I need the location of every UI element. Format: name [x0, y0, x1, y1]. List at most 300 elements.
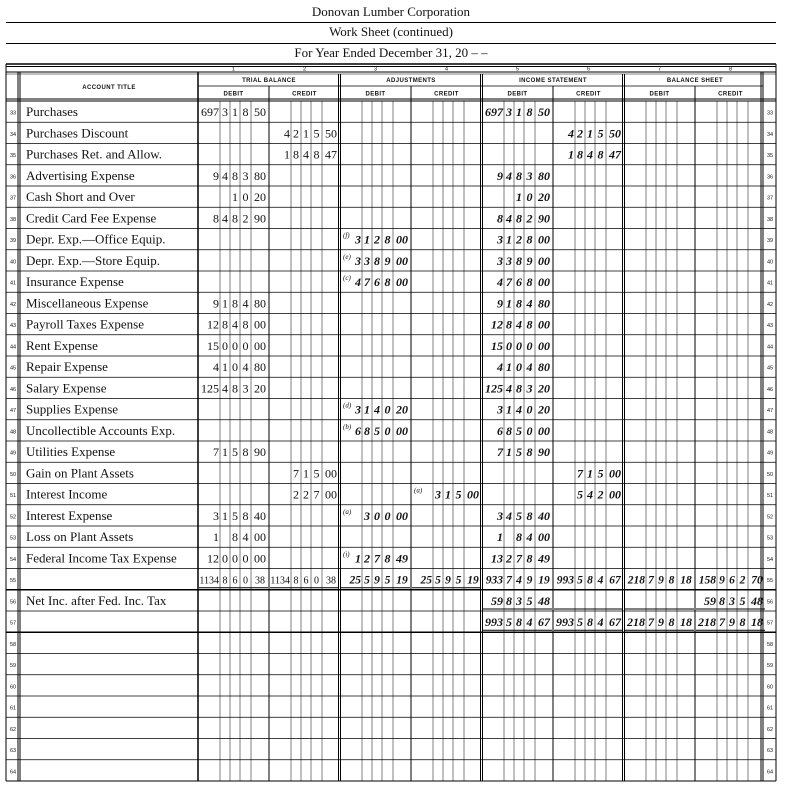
account-title: Gain on Plant Assets [26, 465, 134, 481]
amount-digit: 9 [526, 253, 533, 268]
amount-digit: 0 [243, 575, 248, 587]
amount-digit: 8 [232, 296, 238, 311]
amount-digit: 4 [516, 574, 522, 587]
amount-digit: 3 [526, 381, 533, 396]
amount-digit: 8 [516, 381, 522, 396]
amount-digit: 0 [384, 402, 391, 417]
amount-digit: 2 [597, 487, 604, 502]
line-number: 35 [9, 153, 17, 159]
amount-digit: 8 [222, 317, 228, 332]
account-title-header: ACCOUNT TITLE [82, 85, 136, 91]
amount-cents: 50 [609, 126, 621, 141]
amount-cents: 18 [680, 574, 692, 587]
amount-thousands: 3 [355, 253, 361, 268]
amount-digit: 3 [435, 487, 441, 502]
line-number: 43 [766, 323, 774, 329]
line-number: 41 [9, 280, 17, 287]
line-number: 55 [9, 578, 17, 584]
amount-thousands: 3 [497, 253, 503, 268]
line-number: 38 [766, 216, 774, 223]
amount-cents: 20 [396, 402, 408, 417]
amount-digit: 7 [648, 615, 654, 629]
amount-thousands: 993 [556, 574, 574, 587]
amount-digit: 7 [506, 275, 512, 289]
amount-cents: 47 [609, 147, 621, 162]
column-number: 6 [586, 66, 591, 73]
adjustment-key: (e) [343, 252, 351, 261]
amount-digit: 8 [516, 530, 522, 544]
line-number: 46 [766, 386, 774, 393]
amount-digit: 2 [242, 211, 249, 226]
amount-digit: 0 [242, 338, 249, 353]
amount-cents: 67 [609, 574, 621, 587]
amount-cents: 00 [396, 275, 408, 289]
account-title: Miscellaneous Expense [26, 295, 149, 311]
amount-cents: 47 [325, 147, 337, 162]
amount-digit: 8 [313, 147, 320, 162]
amount-digit: 8 [516, 615, 522, 629]
amount-digit: 2 [506, 551, 512, 566]
account-title: Credit Card Fee Expense [26, 210, 157, 226]
company-name: Donovan Lumber Corporation [311, 4, 471, 19]
line-number: 43 [9, 323, 17, 329]
amount-digit: 9 [384, 253, 391, 268]
account-title: Salary Expense [26, 380, 107, 396]
amount-digit: 8 [516, 168, 522, 183]
line-number: 56 [766, 599, 774, 606]
amount-digit: 1 [506, 232, 512, 247]
amount-digit: 4 [242, 530, 249, 544]
line-number: 56 [9, 599, 17, 606]
adjustment-key: (a) [343, 507, 352, 516]
amount-digit: 5 [313, 466, 320, 481]
amount-digit: 9 [719, 574, 725, 587]
amount-digit: 9 [445, 574, 451, 587]
line-number: 37 [766, 195, 774, 202]
amount-digit: 8 [516, 253, 522, 268]
line-number: 61 [766, 705, 774, 712]
amount-digit: 4 [303, 147, 309, 162]
amount-cents: 70 [751, 574, 763, 587]
amount-cents: 90 [254, 445, 266, 459]
amount-digit: 8 [242, 105, 249, 119]
line-number: 52 [9, 514, 17, 521]
account-title: Uncollectible Accounts Exp. [26, 422, 176, 438]
line-number: 40 [766, 259, 774, 266]
amount-cents: 49 [396, 551, 408, 566]
amount-digit: 4 [222, 381, 228, 396]
amount-cents: 19 [467, 574, 479, 587]
amount-digit: 5 [384, 574, 391, 587]
debit-column-header: DEBIT [507, 91, 528, 98]
amount-digit: 8 [668, 615, 675, 629]
amount-digit: 5 [455, 574, 462, 587]
amount-thousands: 1134 [199, 575, 219, 587]
amount-digit: 5 [313, 126, 320, 141]
amount-thousands: 218 [627, 615, 645, 629]
account-title: Utilities Expense [26, 444, 116, 459]
amount-thousands: 3 [497, 402, 503, 417]
amount-digit: 5 [506, 615, 512, 629]
line-number: 55 [766, 578, 774, 584]
line-number: 53 [766, 535, 774, 542]
amount-thousands: 59 [491, 593, 503, 608]
amount-digit: 0 [242, 190, 249, 204]
amount-thousands: 158 [698, 574, 716, 587]
amount-digit: 3 [506, 253, 512, 268]
amount-digit: 1 [303, 126, 309, 141]
line-number: 34 [766, 131, 774, 138]
amount-digit: 5 [577, 487, 583, 502]
amount-cents: 38 [255, 575, 265, 587]
amount-digit: 4 [242, 360, 249, 374]
amount-cents: 00 [254, 551, 266, 566]
line-number: 54 [9, 556, 17, 563]
amount-digit: 0 [232, 551, 238, 566]
amount-cents: 80 [538, 168, 550, 183]
amount-thousands: 697 [485, 105, 503, 119]
line-number: 61 [9, 705, 17, 712]
amount-digit: 3 [516, 593, 522, 608]
amount-digit: 4 [506, 168, 512, 183]
line-number: 49 [766, 450, 774, 457]
account-title: Purchases [26, 104, 78, 119]
amount-cents: 19 [396, 574, 408, 587]
amount-digit: 2 [739, 574, 746, 587]
amount-thousands: 993 [485, 615, 503, 629]
amount-digit: 0 [374, 508, 380, 523]
amount-thousands: 9 [497, 296, 503, 311]
amount-digit: 7 [577, 466, 583, 481]
column-number: 4 [444, 66, 449, 73]
amount-digit: 3 [364, 253, 370, 268]
amount-cents: 00 [396, 508, 408, 523]
credit-column-header: CREDIT [576, 91, 601, 98]
amount-cents: 90 [254, 211, 266, 226]
amount-digit: 8 [506, 593, 512, 608]
amount-cents: 00 [396, 232, 408, 247]
amount-digit: 1 [222, 360, 228, 374]
amount-digit: 5 [597, 466, 604, 481]
amount-cents: 00 [609, 487, 621, 502]
amount-digit: 5 [374, 423, 380, 438]
amount-thousands: 125 [485, 381, 503, 396]
amount-digit: 7 [313, 487, 320, 502]
amount-thousands: 697 [201, 105, 219, 119]
amount-digit: 4 [516, 402, 522, 417]
amount-digit: 4 [506, 508, 512, 523]
amount-digit: 5 [516, 423, 522, 438]
amount-thousands: 125 [201, 381, 219, 396]
amount-cents: 50 [538, 105, 550, 119]
account-title: Insurance Expense [26, 274, 124, 289]
amount-thousands: 6 [355, 423, 361, 438]
amount-digit: 8 [739, 615, 746, 629]
column-number: 8 [728, 66, 733, 73]
amount-digit: 1 [364, 232, 370, 247]
amount-digit: 0 [222, 551, 228, 566]
line-number: 36 [9, 174, 17, 181]
amount-cents: 00 [467, 487, 479, 502]
line-number: 52 [766, 514, 774, 521]
line-number: 37 [9, 195, 17, 202]
line-number: 39 [766, 238, 774, 244]
amount-digit: 8 [587, 615, 593, 629]
line-number: 41 [766, 280, 774, 287]
amount-cents: 00 [538, 338, 550, 353]
amount-thousands: 8 [497, 211, 503, 226]
line-number: 59 [9, 663, 17, 669]
amount-cents: 80 [538, 360, 550, 374]
column-group-header: TRIAL BALANCE [242, 78, 296, 84]
amount-digit: 6 [374, 275, 380, 289]
amount-digit: 1 [506, 360, 512, 374]
amount-digit: 8 [232, 168, 238, 183]
amount-digit: 0 [314, 575, 319, 587]
amount-digit: 1 [516, 190, 522, 204]
amount-thousands: 3 [355, 402, 361, 417]
amount-cents: 40 [254, 508, 266, 523]
amount-cents: 18 [751, 615, 763, 629]
amount-thousands: 8 [213, 211, 219, 226]
amount-thousands: 1134 [270, 575, 290, 587]
amount-cents: 67 [538, 615, 550, 629]
adjustment-key: (i) [343, 550, 350, 559]
line-number: 40 [9, 259, 17, 266]
line-number: 44 [9, 344, 17, 351]
amount-digit: 7 [374, 551, 380, 566]
amount-thousands: 7 [497, 445, 503, 459]
amount-digit: 8 [526, 551, 533, 566]
amount-cents: 90 [538, 445, 550, 459]
amount-digit: 8 [242, 445, 249, 459]
amount-thousands: 25 [420, 574, 432, 587]
line-number: 51 [9, 493, 17, 499]
amount-thousands: 12 [491, 317, 503, 332]
line-number: 48 [766, 429, 774, 436]
amount-cents: 00 [254, 317, 266, 332]
amount-digit: 2 [516, 232, 522, 247]
amount-cents: 00 [396, 253, 408, 268]
amount-digit: 8 [587, 574, 593, 587]
amount-thousands: 9 [213, 296, 219, 311]
amount-cents: 18 [680, 615, 692, 629]
amount-thousands: 218 [627, 574, 645, 587]
amount-thousands: 1 [568, 147, 574, 162]
credit-column-header: CREDIT [434, 91, 459, 98]
amount-cents: 49 [538, 551, 550, 566]
amount-digit: 0 [526, 338, 533, 353]
line-number: 50 [9, 471, 17, 478]
account-title: Depr. Exp.—Office Equip. [26, 231, 166, 247]
amount-thousands: 4 [497, 360, 503, 374]
amount-thousands: 1 [213, 530, 219, 544]
amount-thousands: 3 [213, 508, 219, 523]
amount-thousands: 9 [213, 168, 219, 183]
amount-thousands: 6 [497, 423, 503, 438]
amount-cents: 00 [254, 338, 266, 353]
amount-digit: 6 [516, 275, 522, 289]
adjustment-key: (c) [343, 274, 351, 282]
amount-digit: 8 [232, 211, 238, 226]
line-number: 46 [9, 386, 17, 393]
amount-digit: 5 [577, 615, 583, 629]
amount-digit: 0 [526, 190, 533, 204]
amount-thousands: 12 [207, 551, 219, 566]
line-number: 54 [766, 556, 774, 563]
amount-digit: 8 [364, 423, 370, 438]
amount-cents: 80 [254, 168, 266, 183]
amount-digit: 4 [374, 402, 380, 417]
amount-cents: 50 [254, 105, 266, 119]
amount-digit: 4 [242, 296, 249, 311]
amount-cents: 00 [325, 466, 337, 481]
amount-digit: 1 [587, 466, 593, 481]
line-number: 33 [766, 110, 774, 117]
amount-digit: 0 [384, 508, 391, 523]
amount-digit: 1 [445, 487, 451, 502]
amount-digit: 8 [242, 317, 249, 332]
line-number: 42 [766, 301, 774, 308]
amount-thousands: 3 [497, 508, 503, 523]
amount-digit: 2 [293, 126, 299, 141]
amount-digit: 8 [526, 105, 533, 119]
amount-cents: 40 [538, 508, 550, 523]
amount-digit: 3 [729, 593, 735, 608]
column-number: 3 [373, 66, 378, 73]
amount-cents: 20 [538, 381, 550, 396]
amount-cents: 00 [609, 466, 621, 481]
credit-column-header: CREDIT [292, 91, 317, 98]
amount-digit: 8 [384, 232, 391, 247]
amount-thousands: 1 [497, 530, 503, 544]
account-title: Payroll Taxes Expense [26, 316, 144, 332]
amount-digit: 9 [526, 574, 533, 587]
amount-digit: 3 [526, 168, 533, 183]
amount-digit: 0 [242, 551, 249, 566]
amount-cents: 50 [325, 126, 337, 141]
amount-cents: 00 [538, 232, 550, 247]
amount-thousands: 4 [568, 126, 574, 141]
line-number: 47 [9, 408, 17, 414]
amount-digit: 2 [364, 551, 370, 566]
line-number: 39 [9, 238, 17, 244]
adjustment-key: (b) [343, 422, 352, 431]
amount-digit: 0 [526, 402, 533, 417]
amount-digit: 3 [222, 105, 228, 119]
line-number: 44 [766, 344, 774, 351]
account-title: Cash Short and Over [26, 189, 135, 204]
amount-digit: 8 [719, 593, 725, 608]
amount-digit: 4 [526, 296, 533, 311]
amount-digit: 1 [222, 508, 228, 523]
line-number: 51 [766, 493, 774, 499]
amount-digit: 2 [293, 487, 299, 502]
amount-digit: 1 [232, 105, 238, 119]
amount-digit: 4 [506, 381, 512, 396]
amount-digit: 7 [506, 574, 512, 587]
amount-cents: 20 [538, 402, 550, 417]
amount-digit: 5 [435, 574, 441, 587]
amount-digit: 4 [222, 168, 228, 183]
line-number: 60 [9, 684, 17, 691]
amount-digit: 8 [293, 575, 299, 587]
column-number: 5 [515, 66, 520, 73]
line-number: 64 [9, 769, 17, 776]
amount-thousands: 218 [698, 615, 716, 629]
amount-thousands: 993 [556, 615, 574, 629]
amount-thousands: 1 [355, 551, 361, 566]
adjustment-key: (f) [343, 231, 350, 240]
amount-thousands: 15 [207, 338, 219, 353]
amount-thousands: 12 [207, 317, 219, 332]
amount-thousands: 3 [497, 232, 503, 247]
amount-digit: 2 [526, 211, 533, 226]
line-number: 49 [9, 450, 17, 457]
worksheet-title: Work Sheet (continued) [329, 24, 453, 39]
amount-digit: 9 [658, 574, 664, 587]
amount-digit: 8 [577, 147, 583, 162]
amount-digit: 8 [597, 147, 604, 162]
amount-digit: 4 [597, 615, 604, 629]
amount-cents: 00 [254, 530, 266, 544]
amount-cents: 19 [538, 574, 550, 587]
amount-cents: 00 [538, 275, 550, 289]
amount-digit: 0 [516, 338, 522, 353]
amount-cents: 00 [538, 530, 550, 544]
line-number: 33 [9, 110, 17, 117]
amount-digit: 0 [384, 423, 391, 438]
amount-cents: 00 [538, 317, 550, 332]
amount-thousands: 13 [491, 551, 503, 566]
amount-digit: 7 [719, 615, 725, 629]
amount-digit: 2 [303, 487, 309, 502]
amount-digit: 8 [242, 508, 249, 523]
account-title: Federal Income Tax Expense [26, 550, 177, 566]
amount-digit: 0 [232, 338, 238, 353]
line-number: 58 [766, 641, 774, 648]
amount-digit: 8 [232, 530, 238, 544]
amount-thousands: 25 [349, 574, 361, 587]
amount-cents: 80 [254, 360, 266, 374]
amount-digit: 8 [374, 253, 380, 268]
amount-thousands: 59 [704, 593, 716, 608]
column-number: 2 [302, 66, 307, 73]
amount-digit: 2 [374, 232, 380, 247]
line-number: 36 [766, 174, 774, 181]
amount-digit: 1 [587, 126, 593, 141]
amount-thousands: 7 [213, 445, 219, 459]
amount-cents: 00 [538, 423, 550, 438]
amount-cents: 00 [396, 423, 408, 438]
amount-digit: 5 [526, 593, 533, 608]
amount-digit: 5 [455, 487, 462, 502]
amount-digit: 5 [516, 445, 522, 459]
line-number: 42 [9, 301, 17, 308]
amount-digit: 8 [516, 296, 522, 311]
line-number: 60 [766, 684, 774, 691]
line-number: 50 [766, 471, 774, 478]
column-group-header: BALANCE SHEET [666, 78, 724, 84]
amount-cents: 20 [538, 190, 550, 204]
amount-digit: 4 [597, 574, 604, 587]
column-group-header: ADJUSTMENTS [386, 78, 436, 84]
amount-digit: 1 [364, 402, 370, 417]
amount-digit: 1 [506, 296, 512, 311]
amount-cents: 80 [254, 296, 266, 311]
column-group-header: INCOME STATEMENT [519, 78, 587, 84]
account-title: Purchases Discount [26, 125, 129, 141]
